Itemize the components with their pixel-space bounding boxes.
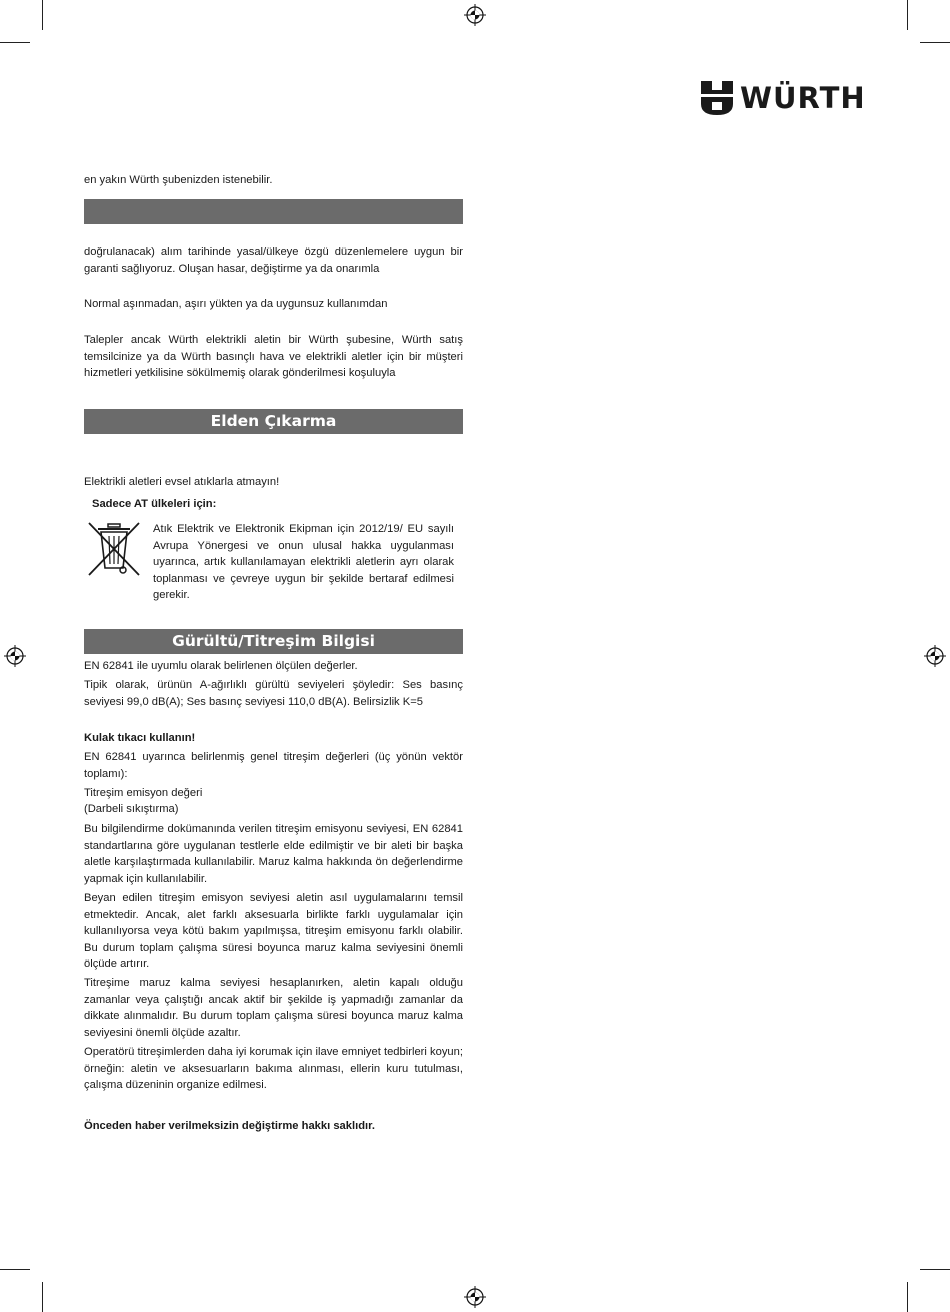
warranty-paragraph-3: Talepler ancak Würth elektrikli aletin bir Würth şubesine, Würth satış temsilcinize ya da Würth basınçlı hava ve elektrikli aletler için bir müşteri hizmetleri yetkilisine sökülmemiş olarak gönderilmesi koşuluyla (84, 334, 463, 379)
vibration-mode: (Darbeli sıkıştırma) (84, 803, 179, 815)
ear-protection-note: Kulak tıkacı kullanın! (84, 732, 196, 744)
registration-mark-icon (464, 1286, 486, 1308)
disposal-heading: Elden Çıkarma (84, 409, 463, 434)
crop-mark-bottom-right-h (920, 1269, 950, 1270)
noise-line-2: Tipik olarak, ürünün A-ağırlıklı gürültü seviyeleri şöyledir: Ses basınç seviyesi 99,0 dB(A); Ses basınç seviyesi 110,0 dB(A). Belirsizlik K=5 (84, 679, 463, 708)
weee-directive-text: Atık Elektrik ve Elektronik Ekipman için 2012/19/ EU sayılı Avrupa Yönergesi ve onun ulusal hakka uygulanması uyarınca, artık kullanılamayan elektrikli aletlerin ayrı olarak toplanması ve çevreye uygun bir şekilde bertaraf edilmesi gerekir. (153, 523, 454, 601)
intro-line: en yakın Würth şubenizden istenebilir. (84, 174, 273, 186)
crop-mark-top-left-v (42, 0, 43, 30)
registration-mark-icon (4, 645, 26, 667)
wurth-logo (700, 80, 866, 116)
vibration-paragraph-d: Operatörü titreşimlerden daha iyi korumak için ilave emniyet tedbirleri koyun; örneğin: aletin ve aksesuarların bakıma alınması, ellerin kuru tutulması, çalışma düzeninin organize edilmesi. (84, 1046, 463, 1091)
vibration-paragraph-b: Beyan edilen titreşim emisyon seviyesi aletin asıl uygulamalarını temsil etmektedir. Ancak, alet farklı aksesuarla birlikte farklı uygulamalar için kullanılıyorsa veya kötü bakım yapılmışsa, titreşim emisyonu farklı olabilir. Bu durum toplam çalışma süresi boyunca maruz kalma seviyesini önemli ölçüde artırır. (84, 892, 463, 970)
noise-line-1: EN 62841 ile uyumlu olarak belirlenen ölçülen değerler. (84, 660, 358, 672)
disposal-warning: Elektrikli aletleri evsel atıklarla atmayın! (84, 476, 280, 488)
crop-mark-top-right-h (920, 42, 950, 43)
registration-mark-icon (464, 4, 486, 26)
footer-note: Önceden haber verilmeksizin değiştirme hakkı saklıdır. (84, 1120, 375, 1132)
crop-mark-bottom-left-v (42, 1282, 43, 1312)
section-bar-empty (84, 199, 463, 224)
vibration-paragraph-a: Bu bilgilendirme dokümanında verilen titreşim emisyonu seviyesi, EN 62841 standartlarına göre uygulanan testlerle elde edilmiştir ve bir aleti bir başka aletle karşılaştırmada kullanılabilir. Maruz kalma hakkında ön değerlendirme yapmak için kullanılabilir. (84, 823, 463, 885)
crossed-out-wheelie-bin-icon (86, 520, 142, 578)
vibration-intro: EN 62841 uyarınca belirlenmiş genel titreşim değerleri (üç yönün vektör toplamı): (84, 751, 463, 780)
crop-mark-bottom-left-h (0, 1269, 30, 1270)
warranty-paragraph-2: Normal aşınmadan, aşırı yükten ya da uygunsuz kullanımdan (84, 298, 388, 310)
vibration-paragraph-c: Titreşime maruz kalma seviyesi hesaplanırken, aletin kapalı olduğu zamanlar veya çalıştığı ancak aktif bir şekilde iş yapmadığı zamanlar da dikkate alınmalıdır. Bu durum toplam çalışma süresi boyunca maruz kalma seviyesini önemli ölçüde azaltır. (84, 977, 463, 1039)
crop-mark-top-right-v (907, 0, 908, 30)
noise-heading: Gürültü/Titreşim Bilgisi (84, 629, 463, 654)
crop-mark-top-left-h (0, 42, 30, 43)
warranty-paragraph-1: doğrulanacak) alım tarihinde yasal/ülkeye özgü düzenlemelere uygun bir garanti sağlıyoruz. Oluşan hasar, değiştirme ya da onarımla (84, 246, 463, 275)
registration-mark-icon (924, 645, 946, 667)
logo-wordmark: WÜRTH (740, 81, 866, 115)
wurth-emblem-icon (700, 80, 734, 116)
crop-mark-bottom-right-v (907, 1282, 908, 1312)
vibration-label: Titreşim emisyon değeri (84, 787, 203, 799)
disposal-subheading: Sadece AT ülkeleri için: (92, 498, 217, 510)
